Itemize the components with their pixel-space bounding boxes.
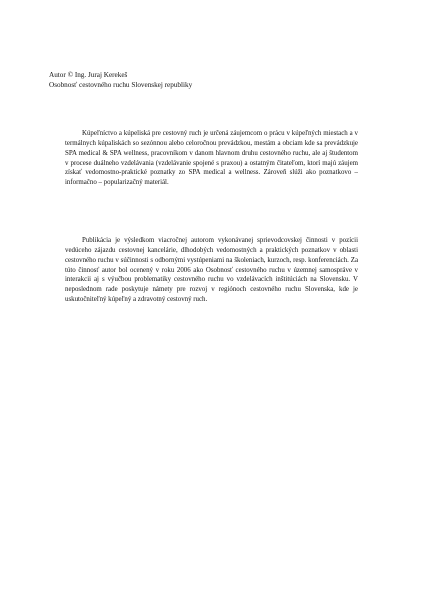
paragraph-publication: Publikácia je výsledkom viacročnej autorom vykonávanej sprievodcovskej činnosti v pozícii vedúceho zájazdu cestovnej kancelárie, dlhodobých vedomostných a praktických poznatkov v oblasti cestovného ruchu v súčinnosti s odbornými vystúpeniami na školeniach, kurzoch, resp. konferenciách. Za túto činnosť autor bol ocenený v roku 2006 ako Osobnosť cestovného ruchu v územnej samospráve v interakcii aj s výučbou problematiky cestovného ruchu vo vzdelávacích inštitúciách na Slovensku. V neposlednom rade poskytuje námety pre rozvoj v regiónoch cestovného ruchu Slovenska, kde je uskutočniteľný kúpeľný a zdravotný cestovný ruch. [65, 237, 358, 304]
author-line: Autor © Ing. Juraj Kerekeš [49, 71, 128, 79]
author-block [49, 70, 369, 90]
paragraph-intro: Kúpeľníctvo a kúpeliská pre cestovný ruch je určená záujemcom o prácu v kúpeľných miestach a v termálnych kúpaliskách so sezónnou alebo celoročnou prevádzkou, mestám a obciam kde sa prevádzkuje SPA medical & SPA wellness, pracovníkom v danom hlavnom druhu cestovného ruchu, ale aj študentom v procese duálneho vzdelávania (vzdelávanie spojené s praxou) a ostatným čitateľom, ktorí majú záujem získať vedomostno-praktické poznatky zo SPA medical a wellness. Zároveň slúži ako poznatkovo – informačno – popularizačný materiál. [65, 130, 358, 187]
author-title: Osobnosť cestovného ruchu Slovenskej republiky [49, 81, 193, 89]
